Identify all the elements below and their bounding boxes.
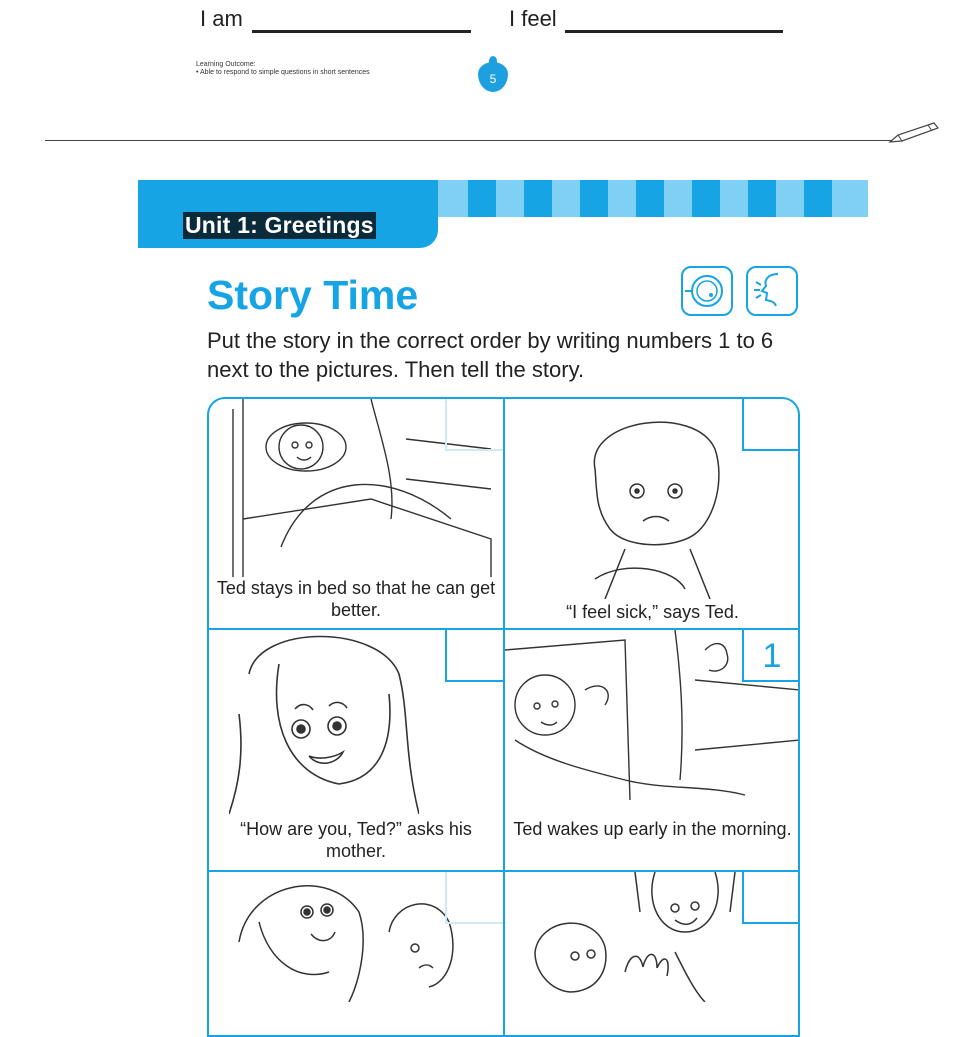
story-grid — [207, 397, 800, 1037]
story-caption-1: Ted stays in bed so that he can get better. — [216, 578, 496, 620]
unit-title: Unit 1: Greetings — [185, 212, 374, 238]
speak-icon — [746, 266, 798, 316]
story-panel-5 — [209, 872, 503, 1037]
story-panel-2 — [505, 399, 800, 628]
answer-box-3[interactable] — [445, 630, 503, 682]
story-caption-3: “How are you, Ted?” asks his mother. — [240, 819, 472, 861]
story-title: Story Time — [207, 272, 419, 318]
i-am-label: I am — [200, 6, 243, 31]
answer-box-5[interactable] — [445, 872, 503, 924]
learning-outcome-heading: Learning Outcome: — [196, 61, 256, 68]
ted-sick-drawing — [575, 409, 735, 599]
page-divider — [45, 140, 895, 141]
story-panel-3 — [209, 630, 503, 870]
story-panel-4 — [505, 630, 800, 870]
i-feel-label: I feel — [509, 6, 557, 31]
answer-box-2[interactable] — [742, 399, 800, 451]
i-feel-answer-line[interactable] — [565, 30, 783, 33]
answer-box-4[interactable] — [742, 630, 800, 682]
unit-banner-stripes — [438, 180, 868, 217]
i-am-answer-line[interactable] — [252, 30, 471, 33]
page-number: 5 — [489, 72, 497, 86]
story-caption-2: “I feel sick,” says Ted. — [566, 602, 739, 622]
story-panel-1 — [209, 399, 503, 628]
answer-box-6[interactable] — [742, 872, 800, 924]
learning-outcome-bullet: • Able to respond to simple questions in short sentences — [196, 69, 370, 76]
page-number-badge — [478, 62, 508, 92]
answer-box-1[interactable] — [445, 399, 503, 451]
story-panel-6 — [505, 872, 800, 1037]
answer-number-4: 1 — [762, 637, 782, 675]
mother-asking-drawing — [229, 634, 419, 814]
learning-outcome — [196, 61, 370, 77]
story-instructions: Put the story in the correct order by writing numbers 1 to 6 next to the pictures. Then tell the story. — [207, 328, 774, 382]
listen-icon — [681, 266, 733, 316]
story-caption-4: Ted wakes up early in the morning. — [513, 819, 792, 839]
pencil-icon — [888, 122, 940, 146]
